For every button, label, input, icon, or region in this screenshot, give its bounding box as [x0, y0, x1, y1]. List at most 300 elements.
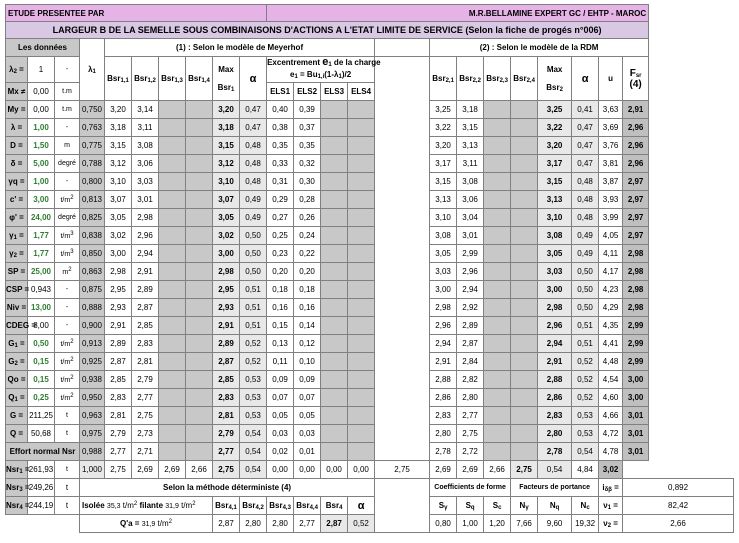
bsr2-value: 2,75 [457, 425, 484, 443]
table-row [6, 335, 734, 353]
bsr1-value: 3,20 [105, 101, 132, 119]
fsr-value: 2,96 [623, 119, 649, 137]
coef-header-6: $N_c$ [572, 497, 599, 515]
lambda1-value: 0,975 [80, 425, 105, 443]
ecc-value: 0,40 [267, 101, 294, 119]
param-unit: $t/m^2$ [55, 389, 80, 407]
nsr3-label: Nsr$_3$ = [6, 479, 28, 497]
bsr1-value: 2,69 [159, 461, 186, 479]
param-value: 1,00 [28, 173, 55, 191]
bsr2-value [511, 191, 538, 209]
alpha1-value: 0,51 [240, 317, 267, 335]
param-value: 261,93 [28, 461, 55, 479]
max-bsr1-value: 2,77 [213, 443, 240, 461]
ecc-value [321, 245, 348, 263]
bsr1-value [186, 263, 213, 281]
bsr1-value [159, 191, 186, 209]
bsr1-value: 2,83 [105, 389, 132, 407]
bsr2-value: 2,75 [375, 461, 430, 479]
col-els-2: ELS2 [294, 83, 321, 101]
ecc-value: 0,31 [267, 173, 294, 191]
bsr2-value: 2,99 [457, 245, 484, 263]
ecc-value [321, 173, 348, 191]
max-bsr1-value: 3,10 [213, 173, 240, 191]
ecc-value [348, 245, 375, 263]
lambda1-value: 0,938 [80, 371, 105, 389]
alpha2-value: 0,47 [572, 155, 599, 173]
v1-label: $\nu_1$ = [599, 497, 623, 515]
param-label: γq = [6, 173, 28, 191]
max-bsr1-value: 2,87 [213, 353, 240, 371]
ecc-value: 0,00 [294, 461, 321, 479]
alpha1-value: 0,54 [240, 425, 267, 443]
bsr2-value: 3,15 [457, 119, 484, 137]
bsr1-value [159, 335, 186, 353]
table-row [6, 173, 734, 191]
fsr-value: 2,98 [623, 245, 649, 263]
v1-value: 82,42 [623, 497, 734, 515]
ecc-value: 0,30 [294, 173, 321, 191]
alpha1-value: 0,49 [240, 191, 267, 209]
bsr4-header-1: Bsr$_{4,1}$ [213, 497, 240, 515]
bsr2-value: 2,77 [457, 407, 484, 425]
max-bsr1-value: 3,20 [213, 101, 240, 119]
max-bsr2-value: 3,10 [538, 209, 572, 227]
bsr2-value: 2,72 [457, 443, 484, 461]
fsr-value: 2,98 [623, 299, 649, 317]
bsr2-value: 2,78 [430, 443, 457, 461]
bsr1-value [159, 317, 186, 335]
bsr2-value [511, 299, 538, 317]
bsr2-value [484, 155, 511, 173]
bsr2-value [511, 407, 538, 425]
bsr1-value: 3,01 [132, 191, 159, 209]
bsr1-value: 2,79 [132, 371, 159, 389]
max-bsr1-value: 3,15 [213, 137, 240, 155]
fsr-value: 3,02 [599, 461, 623, 479]
alpha1-value: 0,54 [240, 461, 267, 479]
ecc-value: 0,23 [267, 245, 294, 263]
bsr2-value: 2,88 [430, 371, 457, 389]
bsr1-value: 3,03 [132, 173, 159, 191]
bsr1-value: 2,95 [105, 281, 132, 299]
param-label: My = [6, 101, 28, 119]
bsr1-value: 2,98 [132, 209, 159, 227]
bsr2-value [484, 407, 511, 425]
col-bsr1-1: Bsr$_{1,1}$ [105, 57, 132, 101]
max-bsr2-value: 2,96 [538, 317, 572, 335]
bsr4-header-2: Bsr$_{4,2}$ [240, 497, 267, 515]
lambda1-value: 0,863 [80, 263, 105, 281]
col-bsr2-3: Bsr$_{2,3}$ [484, 57, 511, 101]
param-value: 50,68 [28, 425, 55, 443]
bsr2-value [484, 119, 511, 137]
results-table [5, 4, 734, 533]
fsr-value: 2,96 [623, 137, 649, 155]
ecc-value: 0,09 [294, 371, 321, 389]
ecc-value [321, 389, 348, 407]
ecc-value [348, 407, 375, 425]
ecc-value [348, 353, 375, 371]
ecc-value [348, 227, 375, 245]
fsr-value: 3,01 [623, 443, 649, 461]
ecc-value [321, 101, 348, 119]
header-right: M.R.BELLAMINE EXPERT GC / EHTP - MAROC [267, 5, 649, 22]
alpha2-value: 0,48 [572, 209, 599, 227]
bsr1-value [159, 371, 186, 389]
fsr-value: 2,97 [623, 173, 649, 191]
param-unit: $t/m^2$ [55, 353, 80, 371]
ecc-value: 0,20 [267, 263, 294, 281]
bsr1-value: 2,81 [105, 407, 132, 425]
bsr2-value: 3,03 [430, 263, 457, 281]
coef-value-6: 19,32 [572, 515, 599, 533]
param-label: $G_1$ = [6, 335, 28, 353]
fsr-value: 2,99 [623, 317, 649, 335]
ecc-value [321, 407, 348, 425]
bsr1-value: 2,73 [132, 425, 159, 443]
param-value: 1,50 [28, 137, 55, 155]
param-value: 8,00 [28, 317, 55, 335]
u-value: 4,11 [599, 245, 623, 263]
max-bsr1-value: 3,18 [213, 119, 240, 137]
u-value: 4,78 [599, 443, 623, 461]
param-label: CSP = [6, 281, 28, 299]
bsr2-value: 2,98 [430, 299, 457, 317]
param-value: 211,25 [28, 407, 55, 425]
param-value: 0,00 [28, 101, 55, 119]
bsr4-value-1: 2,87 [213, 515, 240, 533]
lambda1-value: 0,875 [80, 281, 105, 299]
param-label: D = [6, 137, 28, 155]
bsr4-max-value: 2,87 [321, 515, 348, 533]
ecc-value: 0,22 [294, 245, 321, 263]
bsr2-value [511, 155, 538, 173]
param-label: λ = [6, 119, 28, 137]
max-bsr1-value: 3,07 [213, 191, 240, 209]
param-unit: t [55, 407, 80, 425]
nsr3-value: 249,26 [28, 479, 55, 497]
bsr1-value [159, 209, 186, 227]
bsr2-value [484, 227, 511, 245]
bsr2-value: 2,96 [430, 317, 457, 335]
ecc-value [348, 263, 375, 281]
bsr2-value [511, 317, 538, 335]
alpha1-value: 0,53 [240, 389, 267, 407]
u-value: 3,69 [599, 119, 623, 137]
param-label: c' = [6, 191, 28, 209]
max-bsr2-value: 2,75 [511, 461, 538, 479]
table-row [6, 191, 734, 209]
bsr1-value [186, 245, 213, 263]
lambda1-value: 0,925 [80, 353, 105, 371]
bsr2-value [484, 299, 511, 317]
max-bsr2-value: 2,83 [538, 407, 572, 425]
lambda1-value: 1,000 [80, 461, 105, 479]
max-bsr1-value: 2,95 [213, 281, 240, 299]
param-value: 1,77 [28, 227, 55, 245]
table-row [6, 299, 734, 317]
table-row [6, 101, 734, 119]
bsr2-value [511, 209, 538, 227]
param-value: 0,25 [28, 389, 55, 407]
u-value: 3,63 [599, 101, 623, 119]
u-value: 4,41 [599, 335, 623, 353]
alpha2-value: 0,54 [538, 461, 572, 479]
bsr1-value [186, 209, 213, 227]
ecc-value [348, 443, 375, 461]
ecc-value [348, 173, 375, 191]
bsr1-value [159, 155, 186, 173]
max-bsr1-value: 3,00 [213, 245, 240, 263]
table-row [6, 425, 734, 443]
bsr2-value: 3,25 [430, 101, 457, 119]
bsr2-value: 3,06 [457, 191, 484, 209]
alpha2-value: 0,54 [572, 443, 599, 461]
table-row [6, 317, 734, 335]
section-rdm: (2) : Selon le modèle de la RDM [430, 39, 649, 57]
param-unit: t [55, 425, 80, 443]
bsr2-value [484, 281, 511, 299]
table-row [6, 209, 734, 227]
ecc-value: 0,35 [267, 137, 294, 155]
spacer [375, 479, 430, 497]
bsr1-value: 2,75 [105, 461, 132, 479]
alpha2-value: 0,50 [572, 281, 599, 299]
lambda1-value: 0,913 [80, 335, 105, 353]
bsr2-value [484, 209, 511, 227]
col-max-bsr1: Max Bsr$_1$ [213, 57, 240, 101]
alpha2-value: 0,47 [572, 137, 599, 155]
ecc-value: 0,07 [294, 389, 321, 407]
bsr2-value: 2,80 [430, 425, 457, 443]
ecc-value: 0,02 [267, 443, 294, 461]
ecc-value: 0,03 [294, 425, 321, 443]
spacer [375, 497, 430, 515]
table-row [6, 461, 734, 479]
ecc-value [321, 263, 348, 281]
bsr1-value: 2,69 [132, 461, 159, 479]
fsr-value: 3,00 [623, 389, 649, 407]
bsr2-value: 2,83 [430, 407, 457, 425]
max-bsr2-value: 2,86 [538, 389, 572, 407]
param-unit: m [55, 137, 80, 155]
bsr1-value [186, 173, 213, 191]
fsr-value: 2,98 [623, 263, 649, 281]
bsr1-value: 2,87 [105, 353, 132, 371]
ecc-value [321, 209, 348, 227]
max-bsr2-value: 2,98 [538, 299, 572, 317]
alpha1-value: 0,48 [240, 155, 267, 173]
col-lambda1: $\lambda_1$ [80, 39, 105, 101]
max-bsr2-value: 2,94 [538, 335, 572, 353]
bsr2-value: 3,15 [430, 173, 457, 191]
u-value: 4,17 [599, 263, 623, 281]
bsr2-value [484, 317, 511, 335]
alpha1-value: 0,50 [240, 245, 267, 263]
ecc-value [321, 227, 348, 245]
max-bsr2-value: 3,08 [538, 227, 572, 245]
fsr-value: 2,97 [623, 191, 649, 209]
table-row [6, 281, 734, 299]
bsr2-value: 3,05 [430, 245, 457, 263]
bsr1-value [186, 155, 213, 173]
table-row [6, 353, 734, 371]
lambda1-value: 0,800 [80, 173, 105, 191]
ecc-value: 0,20 [294, 263, 321, 281]
u-value: 3,87 [599, 173, 623, 191]
qa-value: Q'a = 31,9 $t/m^2$ [80, 515, 213, 533]
param-value: 1 [28, 57, 55, 83]
lambda1-value: 0,950 [80, 389, 105, 407]
alpha2-value: 0,52 [572, 353, 599, 371]
bsr2-value [484, 335, 511, 353]
bsr4-value-3: 2,80 [267, 515, 294, 533]
param-label: G = [6, 407, 28, 425]
ecc-value [321, 335, 348, 353]
ecc-value [321, 137, 348, 155]
ecc-value [348, 281, 375, 299]
max-bsr2-value: 3,00 [538, 281, 572, 299]
alpha4-header: α [348, 497, 375, 515]
max-bsr1-value: 3,12 [213, 155, 240, 173]
ecc-value [321, 119, 348, 137]
bsr1-value: 2,81 [132, 353, 159, 371]
table-row [6, 407, 734, 425]
ecc-value [348, 371, 375, 389]
u-value: 4,35 [599, 317, 623, 335]
ecc-value [321, 155, 348, 173]
ecc-value [348, 191, 375, 209]
param-unit: - [55, 173, 80, 191]
bsr4-value-2: 2,80 [240, 515, 267, 533]
bsr2-value: 2,84 [457, 353, 484, 371]
bsr1-value: 2,91 [105, 317, 132, 335]
col-max-bsr2: Max Bsr$_2$ [538, 57, 572, 101]
bsr2-value [484, 389, 511, 407]
bsr1-value: 2,98 [105, 263, 132, 281]
alpha1-value: 0,49 [240, 209, 267, 227]
fsr-value: 2,98 [623, 281, 649, 299]
param-label: CDEG = [6, 317, 28, 335]
bsr2-value: 2,94 [430, 335, 457, 353]
ecc-value: 0,16 [267, 299, 294, 317]
alpha4-value: 0,52 [348, 515, 375, 533]
bsr2-value [511, 443, 538, 461]
ecc-value [321, 353, 348, 371]
bsr1-value [159, 425, 186, 443]
ecc-value: 0,35 [294, 137, 321, 155]
bsr1-value: 2,94 [132, 245, 159, 263]
lambda1-value: 0,763 [80, 119, 105, 137]
ecc-value: 0,07 [267, 389, 294, 407]
header-left: ETUDE PRESENTEE PAR [6, 5, 267, 22]
param-value: 0,943 [28, 281, 55, 299]
param-unit: $m^2$ [55, 263, 80, 281]
fsr-value: 2,99 [623, 353, 649, 371]
alpha2-value: 0,53 [572, 425, 599, 443]
col-els-4: ELS4 [348, 83, 375, 101]
bsr1-value: 3,15 [105, 137, 132, 155]
table-row [6, 227, 734, 245]
bsr2-value [484, 353, 511, 371]
table-row [6, 155, 734, 173]
col-eccentricity: Excentrement $e_1$ de la charge $e_1 = Bu_{1,i}(1-\lambda_1)/2$ [267, 57, 375, 83]
table-row [6, 443, 734, 461]
col-bsr1-4: Bsr$_{1,4}$ [186, 57, 213, 101]
u-value: 3,93 [599, 191, 623, 209]
param-unit: degré [55, 209, 80, 227]
bsr1-value: 2,85 [105, 371, 132, 389]
coef-value-3: 1,20 [484, 515, 511, 533]
param-label: Qo = [6, 371, 28, 389]
alpha2-value: 0,48 [572, 173, 599, 191]
ecc-value [348, 317, 375, 335]
alpha2-value: 0,50 [572, 299, 599, 317]
bsr1-value [159, 137, 186, 155]
param-unit: - [55, 281, 80, 299]
bsr2-value [484, 263, 511, 281]
bsr1-value [186, 443, 213, 461]
param-value: 0,00 [28, 83, 55, 101]
max-bsr2-value: 3,13 [538, 191, 572, 209]
ecc-value: 0,00 [348, 461, 375, 479]
section-meyerhof: (1) : Selon le modèle de Meyerhof [105, 39, 375, 57]
param-unit: - [55, 57, 80, 83]
bsr2-value: 3,13 [457, 137, 484, 155]
blank [6, 515, 80, 533]
u-value: 4,72 [599, 425, 623, 443]
coef-header-3: $S_c$ [484, 497, 511, 515]
table-row [6, 371, 734, 389]
ecc-value [348, 389, 375, 407]
param-label: $\gamma_1$ = [6, 227, 28, 245]
param-unit: degré [55, 155, 80, 173]
bsr1-value [159, 407, 186, 425]
param-value: 0,50 [28, 335, 55, 353]
lambda1-value: 0,900 [80, 317, 105, 335]
bsr2-value [484, 101, 511, 119]
bsr2-value [484, 371, 511, 389]
bsr1-value: 2,91 [132, 263, 159, 281]
param-unit: $t/m^3$ [55, 227, 80, 245]
coef-value-4: 7,66 [511, 515, 538, 533]
spreadsheet [5, 4, 734, 533]
ecc-value: 0,33 [267, 155, 294, 173]
alpha1-value: 0,53 [240, 407, 267, 425]
bsr1-value [186, 137, 213, 155]
ecc-value [321, 191, 348, 209]
bsr2-value [511, 425, 538, 443]
ecc-value: 0,28 [294, 191, 321, 209]
bsr1-value: 2,96 [132, 227, 159, 245]
param-label: Effort normal Nsr [6, 443, 80, 461]
bsr1-value: 2,89 [105, 335, 132, 353]
u-value: 4,48 [599, 353, 623, 371]
max-bsr1-value: 2,85 [213, 371, 240, 389]
param-value: 3,00 [28, 191, 55, 209]
nsr3-unit: t [55, 479, 80, 497]
bsr1-value [186, 407, 213, 425]
lambda1-value: 0,825 [80, 209, 105, 227]
coef-value-1: 0,80 [430, 515, 457, 533]
idb-value: 0,892 [623, 479, 734, 497]
spacer [375, 515, 430, 533]
section-form-coeffs: Coefficients de forme [430, 479, 511, 497]
lambda1-value: 0,888 [80, 299, 105, 317]
bsr1-value [159, 443, 186, 461]
bsr1-value [159, 119, 186, 137]
